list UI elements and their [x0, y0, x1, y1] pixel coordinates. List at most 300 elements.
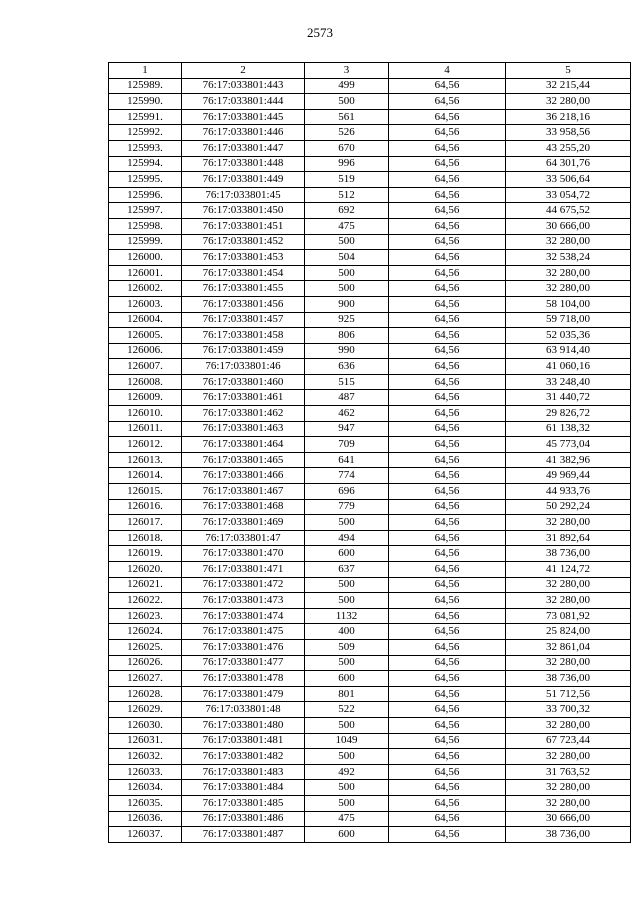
row-number-cell: 126013. — [109, 452, 182, 468]
area-cell: 494 — [305, 530, 389, 546]
row-number-cell: 126010. — [109, 406, 182, 422]
row-number-cell: 126015. — [109, 484, 182, 500]
area-cell: 500 — [305, 655, 389, 671]
cadastral-number-cell: 76:17:033801:477 — [182, 655, 305, 671]
amount-cell: 44 675,52 — [506, 203, 631, 219]
rate-cell: 64,56 — [389, 250, 506, 266]
area-cell: 519 — [305, 172, 389, 188]
cadastral-number-cell: 76:17:033801:484 — [182, 780, 305, 796]
table-row — [109, 203, 631, 219]
rate-cell: 64,56 — [389, 406, 506, 422]
cadastral-number-cell: 76:17:033801:461 — [182, 390, 305, 406]
cadastral-number-cell: 76:17:033801:48 — [182, 702, 305, 718]
area-cell: 500 — [305, 749, 389, 765]
area-cell: 990 — [305, 343, 389, 359]
amount-cell: 31 763,52 — [506, 764, 631, 780]
amount-cell: 32 280,00 — [506, 795, 631, 811]
rate-cell: 64,56 — [389, 125, 506, 141]
rate-cell: 64,56 — [389, 639, 506, 655]
amount-cell: 41 124,72 — [506, 562, 631, 578]
cadastral-number-cell: 76:17:033801:445 — [182, 109, 305, 125]
table-row — [109, 530, 631, 546]
area-cell: 500 — [305, 795, 389, 811]
rate-cell: 64,56 — [389, 234, 506, 250]
rate-cell: 64,56 — [389, 702, 506, 718]
area-cell: 475 — [305, 811, 389, 827]
row-number-cell: 125998. — [109, 218, 182, 234]
cadastral-number-cell: 76:17:033801:446 — [182, 125, 305, 141]
row-number-cell: 126036. — [109, 811, 182, 827]
table-row — [109, 281, 631, 297]
row-number-cell: 125997. — [109, 203, 182, 219]
amount-cell: 32 280,00 — [506, 780, 631, 796]
rate-cell: 64,56 — [389, 655, 506, 671]
row-number-cell: 126003. — [109, 296, 182, 312]
area-cell: 801 — [305, 686, 389, 702]
data-table — [108, 62, 631, 843]
cadastral-number-cell: 76:17:033801:443 — [182, 78, 305, 94]
area-cell: 522 — [305, 702, 389, 718]
cadastral-number-cell: 76:17:033801:468 — [182, 499, 305, 515]
area-cell: 475 — [305, 218, 389, 234]
table-row — [109, 608, 631, 624]
amount-cell: 32 280,00 — [506, 749, 631, 765]
area-cell: 500 — [305, 281, 389, 297]
rate-cell: 64,56 — [389, 374, 506, 390]
rate-cell: 64,56 — [389, 78, 506, 94]
cadastral-number-cell: 76:17:033801:473 — [182, 593, 305, 609]
area-cell: 500 — [305, 577, 389, 593]
area-cell: 526 — [305, 125, 389, 141]
amount-cell: 30 666,00 — [506, 811, 631, 827]
rate-cell: 64,56 — [389, 686, 506, 702]
area-cell: 709 — [305, 437, 389, 453]
rate-cell: 64,56 — [389, 140, 506, 156]
row-number-cell: 125990. — [109, 94, 182, 110]
row-number-cell: 126034. — [109, 780, 182, 796]
row-number-cell: 126005. — [109, 328, 182, 344]
table-row — [109, 562, 631, 578]
table-row — [109, 312, 631, 328]
area-cell: 509 — [305, 639, 389, 655]
table-row — [109, 593, 631, 609]
amount-cell: 32 280,00 — [506, 593, 631, 609]
row-number-cell: 126006. — [109, 343, 182, 359]
area-cell: 512 — [305, 187, 389, 203]
rate-cell: 64,56 — [389, 265, 506, 281]
rate-cell: 64,56 — [389, 577, 506, 593]
amount-cell: 32 538,24 — [506, 250, 631, 266]
row-number-cell: 125995. — [109, 172, 182, 188]
cadastral-number-cell: 76:17:033801:465 — [182, 452, 305, 468]
row-number-cell: 126033. — [109, 764, 182, 780]
table-row — [109, 437, 631, 453]
area-cell: 670 — [305, 140, 389, 156]
rate-cell: 64,56 — [389, 94, 506, 110]
amount-cell: 33 958,56 — [506, 125, 631, 141]
row-number-cell: 126004. — [109, 312, 182, 328]
amount-cell: 25 824,00 — [506, 624, 631, 640]
cadastral-number-cell: 76:17:033801:463 — [182, 421, 305, 437]
area-cell: 462 — [305, 406, 389, 422]
cadastral-number-cell: 76:17:033801:460 — [182, 374, 305, 390]
row-number-cell: 126009. — [109, 390, 182, 406]
table-row — [109, 156, 631, 172]
row-number-cell: 126000. — [109, 250, 182, 266]
area-cell: 996 — [305, 156, 389, 172]
amount-cell: 33 506,64 — [506, 172, 631, 188]
cadastral-number-cell: 76:17:033801:47 — [182, 530, 305, 546]
cadastral-number-cell: 76:17:033801:456 — [182, 296, 305, 312]
amount-cell: 67 723,44 — [506, 733, 631, 749]
cadastral-number-cell: 76:17:033801:475 — [182, 624, 305, 640]
rate-cell: 64,56 — [389, 296, 506, 312]
cadastral-number-cell: 76:17:033801:457 — [182, 312, 305, 328]
cadastral-number-cell: 76:17:033801:444 — [182, 94, 305, 110]
area-cell: 641 — [305, 452, 389, 468]
amount-cell: 33 054,72 — [506, 187, 631, 203]
rate-cell: 64,56 — [389, 671, 506, 687]
row-number-cell: 126002. — [109, 281, 182, 297]
row-number-cell: 126011. — [109, 421, 182, 437]
area-cell: 947 — [305, 421, 389, 437]
amount-cell: 64 301,76 — [506, 156, 631, 172]
area-cell: 400 — [305, 624, 389, 640]
table-row — [109, 343, 631, 359]
table-row — [109, 265, 631, 281]
cadastral-number-cell: 76:17:033801:45 — [182, 187, 305, 203]
area-cell: 561 — [305, 109, 389, 125]
rate-cell: 64,56 — [389, 343, 506, 359]
area-cell: 636 — [305, 359, 389, 375]
amount-cell: 36 218,16 — [506, 109, 631, 125]
table-row — [109, 717, 631, 733]
table-row — [109, 624, 631, 640]
area-cell: 600 — [305, 827, 389, 843]
area-cell: 692 — [305, 203, 389, 219]
header-row — [109, 63, 631, 79]
table-row — [109, 655, 631, 671]
area-cell: 499 — [305, 78, 389, 94]
cadastral-number-cell: 76:17:033801:476 — [182, 639, 305, 655]
row-number-cell: 126007. — [109, 359, 182, 375]
page-number: 2573 — [307, 25, 333, 40]
rate-cell: 64,56 — [389, 764, 506, 780]
rate-cell: 64,56 — [389, 530, 506, 546]
table-row — [109, 811, 631, 827]
row-number-cell: 126008. — [109, 374, 182, 390]
cadastral-number-cell: 76:17:033801:486 — [182, 811, 305, 827]
area-cell: 504 — [305, 250, 389, 266]
table-row — [109, 733, 631, 749]
cadastral-number-cell: 76:17:033801:479 — [182, 686, 305, 702]
rate-cell: 64,56 — [389, 359, 506, 375]
column-header: 2 — [182, 63, 305, 79]
cadastral-number-cell: 76:17:033801:480 — [182, 717, 305, 733]
rate-cell: 64,56 — [389, 562, 506, 578]
rate-cell: 64,56 — [389, 749, 506, 765]
cadastral-number-cell: 76:17:033801:466 — [182, 468, 305, 484]
row-number-cell: 126032. — [109, 749, 182, 765]
table-row — [109, 515, 631, 531]
row-number-cell: 126016. — [109, 499, 182, 515]
rate-cell: 64,56 — [389, 109, 506, 125]
table-row — [109, 234, 631, 250]
rate-cell: 64,56 — [389, 593, 506, 609]
area-cell: 500 — [305, 234, 389, 250]
rate-cell: 64,56 — [389, 421, 506, 437]
row-number-cell: 126027. — [109, 671, 182, 687]
rate-cell: 64,56 — [389, 452, 506, 468]
table-row — [109, 764, 631, 780]
area-cell: 500 — [305, 717, 389, 733]
amount-cell: 58 104,00 — [506, 296, 631, 312]
rate-cell: 64,56 — [389, 437, 506, 453]
row-number-cell: 125992. — [109, 125, 182, 141]
amount-cell: 32 280,00 — [506, 655, 631, 671]
row-number-cell: 126022. — [109, 593, 182, 609]
rate-cell: 64,56 — [389, 468, 506, 484]
rate-cell: 64,56 — [389, 515, 506, 531]
table-row — [109, 359, 631, 375]
row-number-cell: 125993. — [109, 140, 182, 156]
row-number-cell: 126001. — [109, 265, 182, 281]
cadastral-number-cell: 76:17:033801:459 — [182, 343, 305, 359]
row-number-cell: 125999. — [109, 234, 182, 250]
row-number-cell: 126020. — [109, 562, 182, 578]
rate-cell: 64,56 — [389, 499, 506, 515]
table-row — [109, 795, 631, 811]
area-cell: 1049 — [305, 733, 389, 749]
table-row — [109, 639, 631, 655]
table-row — [109, 577, 631, 593]
area-cell: 515 — [305, 374, 389, 390]
table-row — [109, 78, 631, 94]
cadastral-number-cell: 76:17:033801:472 — [182, 577, 305, 593]
amount-cell: 31 892,64 — [506, 530, 631, 546]
rate-cell: 64,56 — [389, 608, 506, 624]
table-row — [109, 250, 631, 266]
table-row — [109, 125, 631, 141]
row-number-cell: 126031. — [109, 733, 182, 749]
amount-cell: 32 280,00 — [506, 577, 631, 593]
amount-cell: 33 700,32 — [506, 702, 631, 718]
table-row — [109, 686, 631, 702]
cadastral-number-cell: 76:17:033801:482 — [182, 749, 305, 765]
table-row — [109, 296, 631, 312]
rate-cell: 64,56 — [389, 827, 506, 843]
amount-cell: 59 718,00 — [506, 312, 631, 328]
row-number-cell: 126035. — [109, 795, 182, 811]
amount-cell: 38 736,00 — [506, 546, 631, 562]
amount-cell: 41 382,96 — [506, 452, 631, 468]
column-header: 3 — [305, 63, 389, 79]
amount-cell: 61 138,32 — [506, 421, 631, 437]
area-cell: 637 — [305, 562, 389, 578]
table-row — [109, 546, 631, 562]
rate-cell: 64,56 — [389, 281, 506, 297]
table-body — [109, 78, 631, 842]
table-row — [109, 328, 631, 344]
amount-cell: 38 736,00 — [506, 827, 631, 843]
amount-cell: 63 914,40 — [506, 343, 631, 359]
table-row — [109, 671, 631, 687]
row-number-cell: 125989. — [109, 78, 182, 94]
row-number-cell: 125994. — [109, 156, 182, 172]
cadastral-number-cell: 76:17:033801:455 — [182, 281, 305, 297]
row-number-cell: 126025. — [109, 639, 182, 655]
area-cell: 696 — [305, 484, 389, 500]
rate-cell: 64,56 — [389, 156, 506, 172]
rate-cell: 64,56 — [389, 795, 506, 811]
row-number-cell: 126024. — [109, 624, 182, 640]
cadastral-number-cell: 76:17:033801:449 — [182, 172, 305, 188]
cadastral-number-cell: 76:17:033801:470 — [182, 546, 305, 562]
amount-cell: 51 712,56 — [506, 686, 631, 702]
cadastral-number-cell: 76:17:033801:487 — [182, 827, 305, 843]
table-row — [109, 94, 631, 110]
rate-cell: 64,56 — [389, 172, 506, 188]
amount-cell: 45 773,04 — [506, 437, 631, 453]
rate-cell: 64,56 — [389, 624, 506, 640]
amount-cell: 44 933,76 — [506, 484, 631, 500]
table-row — [109, 218, 631, 234]
rate-cell: 64,56 — [389, 546, 506, 562]
area-cell: 500 — [305, 94, 389, 110]
row-number-cell: 126026. — [109, 655, 182, 671]
row-number-cell: 126030. — [109, 717, 182, 733]
cadastral-number-cell: 76:17:033801:458 — [182, 328, 305, 344]
rate-cell: 64,56 — [389, 811, 506, 827]
amount-cell: 43 255,20 — [506, 140, 631, 156]
row-number-cell: 125991. — [109, 109, 182, 125]
column-header: 1 — [109, 63, 182, 79]
cadastral-number-cell: 76:17:033801:481 — [182, 733, 305, 749]
table-row — [109, 702, 631, 718]
area-cell: 600 — [305, 671, 389, 687]
row-number-cell: 126028. — [109, 686, 182, 702]
area-cell: 925 — [305, 312, 389, 328]
amount-cell: 32 280,00 — [506, 717, 631, 733]
amount-cell: 29 826,72 — [506, 406, 631, 422]
row-number-cell: 126029. — [109, 702, 182, 718]
area-cell: 900 — [305, 296, 389, 312]
amount-cell: 32 280,00 — [506, 234, 631, 250]
rate-cell: 64,56 — [389, 717, 506, 733]
table-row — [109, 390, 631, 406]
rate-cell: 64,56 — [389, 312, 506, 328]
area-cell: 500 — [305, 515, 389, 531]
area-cell: 1132 — [305, 608, 389, 624]
area-cell: 500 — [305, 265, 389, 281]
row-number-cell: 126037. — [109, 827, 182, 843]
area-cell: 600 — [305, 546, 389, 562]
cadastral-number-cell: 76:17:033801:450 — [182, 203, 305, 219]
cadastral-number-cell: 76:17:033801:483 — [182, 764, 305, 780]
row-number-cell: 126012. — [109, 437, 182, 453]
column-header: 4 — [389, 63, 506, 79]
table-row — [109, 780, 631, 796]
rate-cell: 64,56 — [389, 187, 506, 203]
cadastral-number-cell: 76:17:033801:469 — [182, 515, 305, 531]
table-row — [109, 499, 631, 515]
area-cell: 487 — [305, 390, 389, 406]
cadastral-number-cell: 76:17:033801:448 — [182, 156, 305, 172]
amount-cell: 32 215,44 — [506, 78, 631, 94]
amount-cell: 41 060,16 — [506, 359, 631, 375]
table-row — [109, 749, 631, 765]
row-number-cell: 126017. — [109, 515, 182, 531]
cadastral-number-cell: 76:17:033801:452 — [182, 234, 305, 250]
amount-cell: 32 280,00 — [506, 94, 631, 110]
row-number-cell: 126023. — [109, 608, 182, 624]
cadastral-number-cell: 76:17:033801:478 — [182, 671, 305, 687]
table-row — [109, 827, 631, 843]
area-cell: 774 — [305, 468, 389, 484]
table-row — [109, 374, 631, 390]
cadastral-number-cell: 76:17:033801:471 — [182, 562, 305, 578]
column-header: 5 — [506, 63, 631, 79]
amount-cell: 32 280,00 — [506, 515, 631, 531]
table-row — [109, 406, 631, 422]
cadastral-number-cell: 76:17:033801:454 — [182, 265, 305, 281]
amount-cell: 31 440,72 — [506, 390, 631, 406]
row-number-cell: 125996. — [109, 187, 182, 203]
row-number-cell: 126018. — [109, 530, 182, 546]
cadastral-number-cell: 76:17:033801:462 — [182, 406, 305, 422]
row-number-cell: 126014. — [109, 468, 182, 484]
table-row — [109, 421, 631, 437]
amount-cell: 49 969,44 — [506, 468, 631, 484]
amount-cell: 38 736,00 — [506, 671, 631, 687]
area-cell: 779 — [305, 499, 389, 515]
area-cell: 492 — [305, 764, 389, 780]
cadastral-number-cell: 76:17:033801:464 — [182, 437, 305, 453]
row-number-cell: 126019. — [109, 546, 182, 562]
cadastral-number-cell: 76:17:033801:474 — [182, 608, 305, 624]
table-row — [109, 172, 631, 188]
rate-cell: 64,56 — [389, 390, 506, 406]
rate-cell: 64,56 — [389, 484, 506, 500]
amount-cell: 32 861,04 — [506, 639, 631, 655]
table-row — [109, 452, 631, 468]
cadastral-number-cell: 76:17:033801:467 — [182, 484, 305, 500]
amount-cell: 52 035,36 — [506, 328, 631, 344]
cadastral-number-cell: 76:17:033801:485 — [182, 795, 305, 811]
amount-cell: 73 081,92 — [506, 608, 631, 624]
table-row — [109, 484, 631, 500]
area-cell: 806 — [305, 328, 389, 344]
cadastral-number-cell: 76:17:033801:447 — [182, 140, 305, 156]
area-cell: 500 — [305, 780, 389, 796]
amount-cell: 33 248,40 — [506, 374, 631, 390]
table-row — [109, 187, 631, 203]
rate-cell: 64,56 — [389, 328, 506, 344]
area-cell: 500 — [305, 593, 389, 609]
rate-cell: 64,56 — [389, 733, 506, 749]
cadastral-number-cell: 76:17:033801:453 — [182, 250, 305, 266]
data-table-container — [108, 62, 630, 843]
rate-cell: 64,56 — [389, 218, 506, 234]
amount-cell: 50 292,24 — [506, 499, 631, 515]
table-row — [109, 468, 631, 484]
rate-cell: 64,56 — [389, 203, 506, 219]
amount-cell: 30 666,00 — [506, 218, 631, 234]
cadastral-number-cell: 76:17:033801:46 — [182, 359, 305, 375]
row-number-cell: 126021. — [109, 577, 182, 593]
cadastral-number-cell: 76:17:033801:451 — [182, 218, 305, 234]
rate-cell: 64,56 — [389, 780, 506, 796]
